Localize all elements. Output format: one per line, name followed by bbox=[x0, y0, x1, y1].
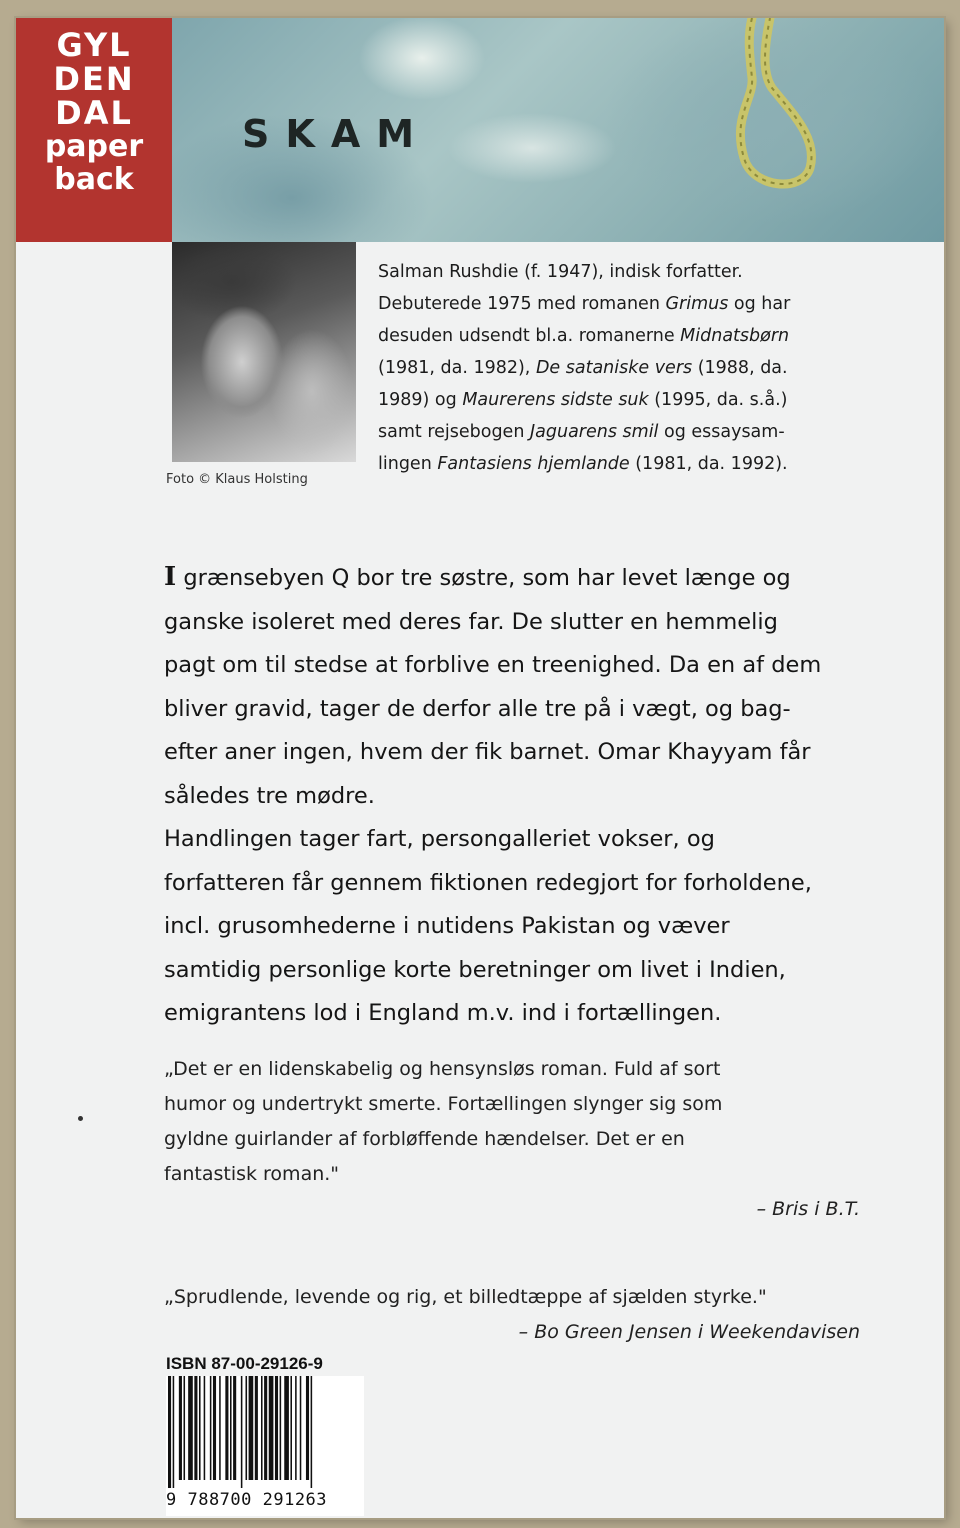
quote-line: gyldne guirlander af forbløffende hændelser. Det er en bbox=[164, 1128, 685, 1150]
bio-author-name: Salman Rushdie bbox=[378, 262, 519, 282]
barcode-bar bbox=[241, 1376, 243, 1488]
bio-book-title: Midnatsbørn bbox=[680, 326, 790, 346]
bio-text: (f. 1947), indisk forfatter. bbox=[518, 262, 743, 282]
barcode-bars bbox=[166, 1376, 364, 1488]
barcode-bar bbox=[264, 1376, 267, 1480]
barcode-bar bbox=[300, 1376, 302, 1480]
quote-line: humor og undertrykt smerte. Fortællingen slynger sig som bbox=[164, 1093, 723, 1115]
bio-text: (1981, da. 1992). bbox=[629, 454, 788, 474]
barcode-bar bbox=[280, 1376, 282, 1480]
blurb-line: således tre mødre. bbox=[164, 782, 375, 809]
barcode-bar bbox=[311, 1376, 313, 1488]
barcode-bar bbox=[168, 1376, 171, 1488]
logo-line-4: paper bbox=[44, 129, 144, 164]
blurb-line: bliver gravid, tager de derfor alle tre på i vægt, og bag- bbox=[164, 695, 791, 722]
barcode-bar bbox=[204, 1376, 206, 1480]
barcode-bar bbox=[210, 1376, 212, 1480]
blurb-line: efter aner ingen, hvem der fik barnet. Omar Khayyam får bbox=[164, 739, 811, 765]
logo-line-3: DAL bbox=[55, 94, 133, 132]
bio-book-title: Jaguarens smil bbox=[529, 422, 659, 442]
speck-mark bbox=[78, 1116, 83, 1121]
publisher-logo bbox=[16, 18, 172, 242]
barcode-bar bbox=[249, 1376, 254, 1480]
barcode-bar bbox=[194, 1376, 197, 1480]
bio-text: (1988, da. bbox=[692, 358, 788, 378]
barcode-bar bbox=[246, 1376, 248, 1480]
bio-book-title: Maurerens sidste suk bbox=[462, 390, 649, 410]
blurb-line: emigrantens lod i England m.v. ind i fortællingen. bbox=[164, 1000, 722, 1026]
bio-book-title: De sataniske vers bbox=[535, 358, 693, 378]
bio-text: (1995, da. s.å.) bbox=[648, 390, 788, 410]
blurb-line: Handlingen tager fart, persongalleriet vokser, og bbox=[164, 826, 715, 852]
blurb-line: samtidig personlige korte beretninger om livet i Indien, bbox=[164, 956, 786, 983]
barcode-bar bbox=[233, 1376, 236, 1480]
logo-line-5: back bbox=[54, 162, 134, 197]
barcode-bar bbox=[284, 1376, 289, 1480]
barcode-number: 9 788700 291263 bbox=[166, 1490, 364, 1510]
blurb bbox=[164, 556, 884, 1036]
barcode-bar bbox=[225, 1376, 228, 1480]
quote-attribution: – Bris i B.T. bbox=[756, 1198, 860, 1220]
barcode-bar bbox=[269, 1376, 274, 1480]
blurb-line: pagt om til stedse at forblive en treenighed. Da en af dem bbox=[164, 652, 822, 678]
bio-book-title: Grimus bbox=[665, 294, 729, 314]
barcode-bar bbox=[184, 1376, 186, 1480]
quote-line: „Sprudlende, levende og rig, et billedtæppe af sjælden styrke." bbox=[164, 1286, 767, 1308]
barcode-bar bbox=[213, 1376, 216, 1480]
bio-text: og har bbox=[728, 294, 791, 314]
barcode-bar bbox=[173, 1376, 175, 1488]
bio-text: 1989) og bbox=[378, 390, 463, 410]
cover-header-image bbox=[172, 18, 944, 242]
isbn-label: ISBN 87-00-29126-9 bbox=[166, 1354, 323, 1373]
blurb-line: ganske isoleret med deres far. De slutter en hemmelig bbox=[164, 608, 778, 635]
barcode-bar bbox=[219, 1376, 221, 1480]
book-title: SKAM bbox=[242, 112, 431, 156]
barcode-bar bbox=[230, 1376, 232, 1480]
author-photo bbox=[172, 242, 356, 462]
barcode-bar bbox=[179, 1376, 182, 1480]
barcode-bar bbox=[261, 1376, 263, 1480]
book-back-cover bbox=[16, 18, 944, 1518]
blurb-dropcap: I bbox=[164, 562, 177, 592]
author-bio bbox=[378, 256, 858, 480]
quote-line: fantastisk roman." bbox=[164, 1163, 340, 1185]
quote-line: „Det er en lidenskabelig og hensynsløs roman. Fuld af sort bbox=[164, 1058, 721, 1080]
photo-credit: Foto © Klaus Holsting bbox=[166, 472, 308, 487]
bio-text: lingen bbox=[378, 454, 438, 474]
bio-text: (1981, da. 1982), bbox=[378, 358, 536, 378]
review-quote-2 bbox=[164, 1280, 884, 1350]
barcode-bar bbox=[290, 1376, 292, 1480]
noose-illustration bbox=[692, 18, 842, 242]
bio-text: og essaysam- bbox=[658, 422, 785, 442]
bio-book-title: Fantasiens hjemlande bbox=[437, 454, 630, 474]
barcode-bar bbox=[255, 1376, 258, 1480]
barcode-bar bbox=[295, 1376, 297, 1480]
blurb-line: grænsebyen Q bor tre søstre, som har levet længe og bbox=[176, 565, 791, 591]
barcode-bar bbox=[199, 1376, 201, 1480]
quote-attribution: – Bo Green Jensen i Weekendavisen bbox=[518, 1321, 860, 1343]
bio-text: Debuterede 1975 med romanen bbox=[378, 294, 666, 314]
blurb-line: incl. grusomhederne i nutidens Pakistan og væver bbox=[164, 913, 730, 939]
barcode-bar bbox=[275, 1376, 278, 1480]
review-quote-1 bbox=[164, 1052, 884, 1227]
bio-text: desuden udsendt bl.a. romanerne bbox=[378, 326, 681, 346]
bio-text: samt rejsebogen bbox=[378, 422, 530, 442]
barcode-bar bbox=[306, 1376, 309, 1480]
logo-line-1: GYL bbox=[56, 26, 132, 64]
blurb-line: forfatteren får gennem fiktionen redegjort for forholdene, bbox=[164, 869, 812, 896]
barcode-bar bbox=[188, 1376, 193, 1480]
logo-line-2: DEN bbox=[53, 60, 135, 98]
